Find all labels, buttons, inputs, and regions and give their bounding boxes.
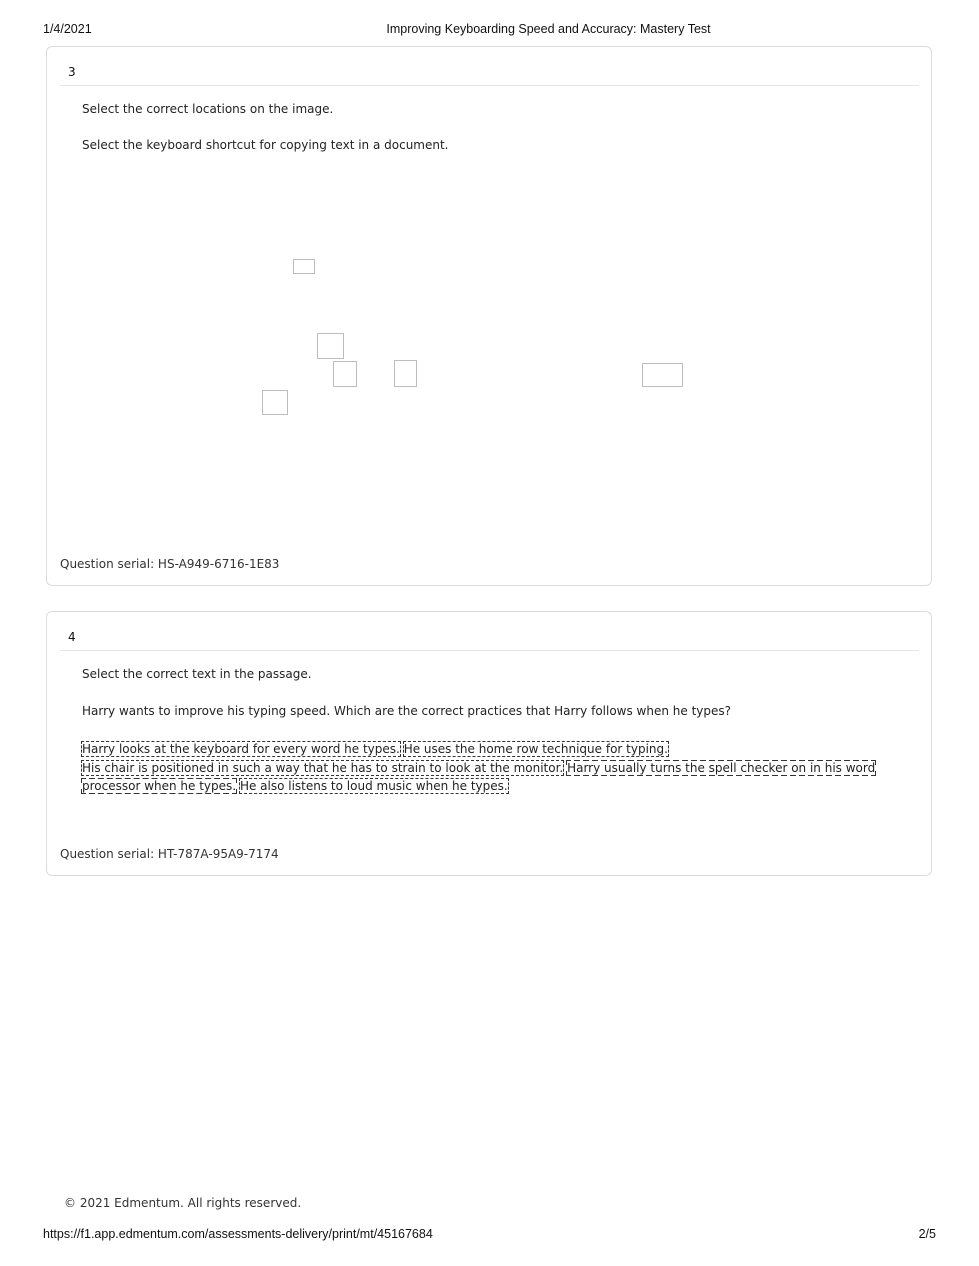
passage-sentence-5[interactable]: He also listens to loud music when he types. xyxy=(239,779,508,793)
hotspot-region-3[interactable] xyxy=(333,361,357,387)
question-card-3 xyxy=(46,46,932,586)
question-card-4 xyxy=(46,611,932,876)
passage-sentence-2[interactable]: He uses the home row technique for typing. xyxy=(403,742,668,756)
print-title: Improving Keyboarding Speed and Accuracy: Mastery Test xyxy=(386,22,711,36)
passage-sentence-4[interactable]: Harry usually turns the spell checker on in his word processor when he types. xyxy=(82,760,876,793)
hotspot-region-4[interactable] xyxy=(394,360,417,387)
question-serial: Question serial: HS-A949-6716-1E83 xyxy=(60,557,280,571)
print-date: 1/4/2021 xyxy=(43,22,92,36)
print-footer xyxy=(0,1227,979,1247)
question-prompt: Harry wants to improve his typing speed. Which are the correct practices that Harry follows when he types? xyxy=(82,704,732,718)
hotspot-region-5[interactable] xyxy=(262,390,288,415)
passage-sentence-1[interactable]: Harry looks at the keyboard for every word he types. xyxy=(82,742,400,756)
question-serial: Question serial: HT-787A-95A9-7174 xyxy=(60,847,279,861)
print-url: https://f1.app.edmentum.com/assessments-delivery/print/mt/45167684 xyxy=(43,1227,433,1241)
question-divider xyxy=(60,650,919,651)
page-number: 2/5 xyxy=(918,1227,936,1241)
question-number: 3 xyxy=(68,65,76,79)
hotspot-region-6[interactable] xyxy=(642,363,683,387)
question-number: 4 xyxy=(68,630,76,644)
passage-sentence-3[interactable]: His chair is positioned in such a way that he has to strain to look at the monitor. xyxy=(82,760,564,775)
question-prompt: Select the keyboard shortcut for copying text in a document. xyxy=(82,138,449,152)
selectable-passage xyxy=(82,740,894,796)
question-instruction: Select the correct locations on the image. xyxy=(82,102,334,116)
question-divider xyxy=(60,85,919,86)
print-header xyxy=(0,22,979,42)
question-instruction: Select the correct text in the passage. xyxy=(82,667,312,681)
hotspot-region-2[interactable] xyxy=(317,333,344,359)
hotspot-region-1[interactable] xyxy=(293,259,315,274)
copyright-notice: © 2021 Edmentum. All rights reserved. xyxy=(64,1196,302,1210)
